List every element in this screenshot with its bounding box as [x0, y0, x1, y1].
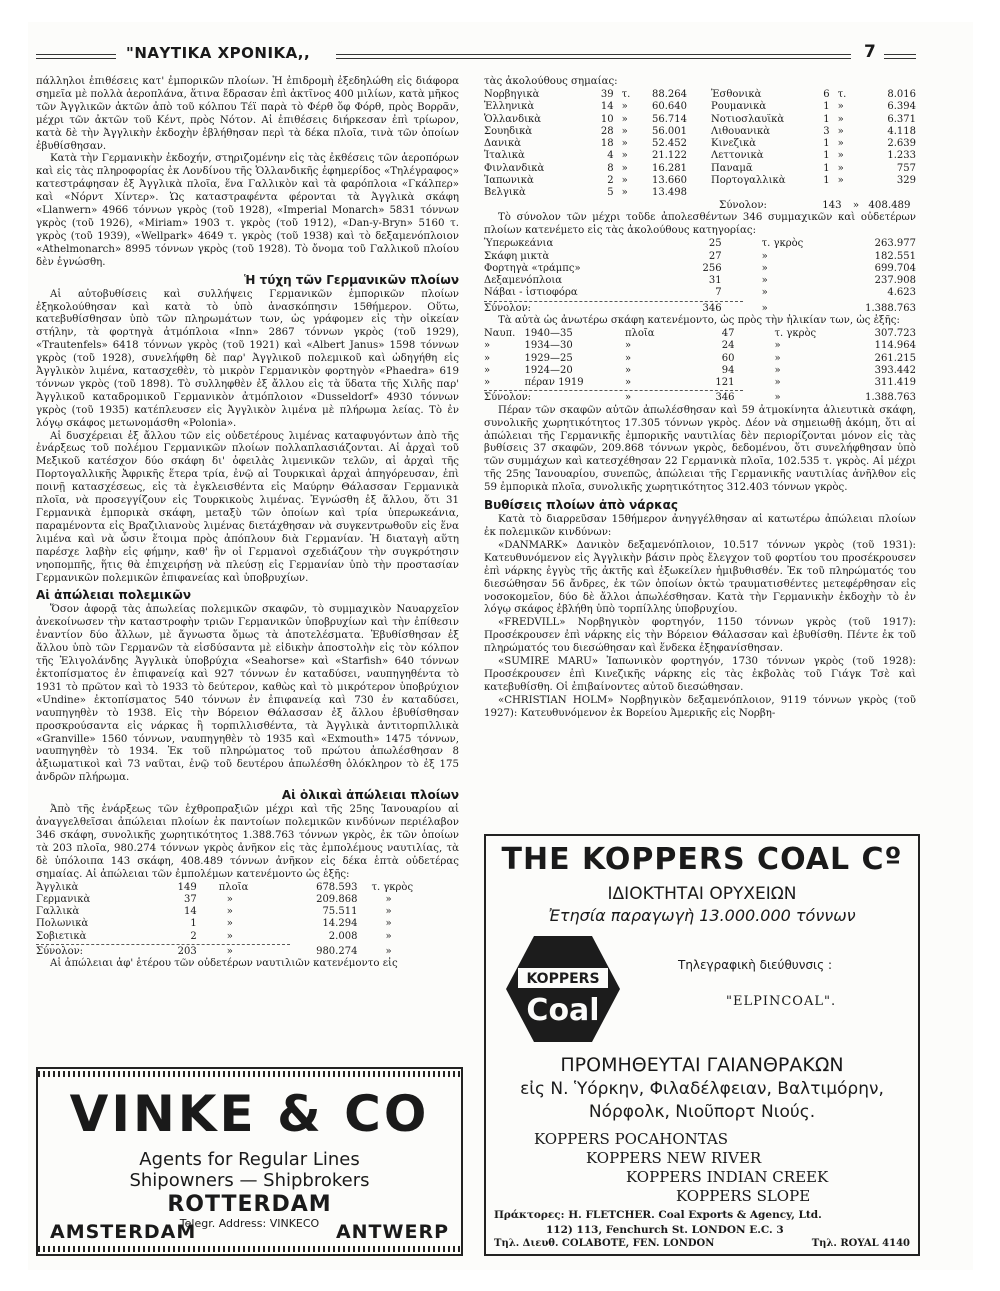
vinke-advertisement	[36, 1067, 463, 1256]
table-cell: 1934—30	[524, 340, 573, 352]
paragraph: Κατὰ τὴν Γερμανικὴν ἐκδοχήν, στηριζομένην εἰς τὰς ἐκθέσεις τῶν ἀεροπόρων καὶ εἰς τὰς πληροφορίας ἐκ Λονδίνου τῆς Ὁλλανδικῆς ἐφημερίδος «Τηλέγραφος» κατεστράφησαν ἐξ Ἀγγλικὰ πλοῖα, ἕνα Γαλλικὸν καὶ τὰ φαρόπλοια «Γκάλπερ» καὶ «Νόρντ Χίντερ». Ὡς καταστραφέντα φέρονται τὰ Ἀγγλικὰ σκάφη «Llanwern» 4966 τόννων γκρὸς (τοῦ 1928), «Imperial Monarch» 5831 τόννων γκρὸς (τοῦ 1926), «Miriam» 1903 τ. γκρὸς (τοῦ 1912), «Dan-y-Bryn» 5160 τ. γκρὸς (τοῦ 1939), «Wellpark» 4649 τ. γκρὸς (τοῦ 1938) καὶ τὸ δεξαμενόπλοιον «Athelmonarch» 8995 τόννων γκρὸς (τοῦ 1928). Τὸ ὄνομα τοῦ Γαλλικοῦ πλοίου δὲν ἐγνώσθη.	[36, 153, 459, 268]
table-cell: Νορβηγικὰ	[484, 88, 540, 100]
paragraph: πάλληλοι ἐπιθέσεις κατ' ἐμπορικῶν πλοίων. Ἡ ἐπιδρομὴ ἐξεδηλώθη εἰς διάφορα σημεῖα μὲ πολλὰ ἀεροπλάνα, ἅτινα ἔδρασαν ἐπὶ ἀκτῖνος 400 μιλίων, κατὰ μῆκος τῶν Ἀγγλικῶν ἀκτῶν ἀπὸ τοῦ κόλπου Τέϊ παρὰ τὸ Φέρθ ὅφ Φόρθ, πρὸς Βορρᾶν, μέχρι τῶν ἀκτῶν τοῦ Κέντ, πρὸς Νότον. Αἱ ἐπιθέσεις διήρκεσαν ἐπὶ τρίωρον, κατὰ δὲ τὴν Ἀγγλικὴν ἐκδοχὴν ἐβλήθησαν περὶ τὰ δέκα πλοῖα, τινὰ τῶν ὁποίων ἐβυθίσθησαν.	[36, 76, 459, 152]
vinke-city: ROTTERDAM	[167, 1192, 332, 1217]
section-heading: Αἱ ὁλικαὶ ἀπώλειαι πλοίων	[281, 788, 459, 803]
table-row	[484, 163, 916, 175]
table-cell: Σύνολον:	[484, 302, 532, 314]
table-cell: 1.388.763	[865, 392, 916, 404]
table-cell: Ἐσθονικὰ	[711, 88, 762, 100]
table-cell: 2.008	[328, 930, 358, 942]
table-cell: Φινλανδικὰ	[484, 162, 545, 174]
table-cell: 2	[190, 930, 197, 942]
table-row	[484, 187, 916, 199]
table-cell: »	[837, 162, 844, 174]
table-cell: Παναμᾶ	[711, 162, 753, 174]
table-cell: Ὁλλανδικὰ	[484, 113, 542, 125]
table-cell: Λιθουανικὰ	[711, 125, 771, 137]
table-cell: 6.394	[887, 101, 916, 113]
table-cell: 1	[823, 162, 830, 174]
table-cell: »	[226, 918, 233, 930]
table-cell: Φορτηγὰ «τράμπς»	[484, 262, 581, 274]
table-row	[36, 894, 459, 906]
table-cell: Νοτιοσλαυϊκὰ	[711, 113, 785, 125]
table-cell: 311.419	[874, 377, 916, 389]
table-cell: 114.964	[874, 340, 916, 352]
table-cell: Σύνολον:	[36, 946, 84, 958]
table-cell: 39	[600, 88, 614, 100]
table-cell: »	[621, 125, 628, 137]
table-row	[484, 238, 916, 250]
vinke-telegr: Telegr. Address: VINKECO	[179, 1217, 320, 1230]
table-cell: 4.623	[887, 287, 916, 299]
section-heading: Ἡ τύχη τῶν Γερμανικῶν πλοίων	[243, 272, 459, 287]
table-cell: 6	[823, 88, 830, 100]
koppers-production: Ἐτησία παραγωγὴ 13.000.000 τόννων	[548, 906, 856, 925]
table-cell: 94	[721, 364, 735, 376]
table-cell: 28	[600, 125, 614, 137]
neutral-losses-table	[484, 89, 916, 200]
paragraph: «CHRISTIAN HOLM» Νορβηγικὸν δεξαμενόπλοιον, 9119 τόννων γκρὸς (τοῦ 1927): Κατευθυνόμενον ἐκ Βορείου Ἀμερικῆς εἰς Νορβη-	[484, 694, 916, 719]
table-cell: 1	[823, 150, 830, 162]
table-cell: »	[624, 340, 632, 352]
vinke-agents-line: Agents for Regular Lines	[139, 1149, 360, 1170]
table-cell: Σύνολον:	[484, 392, 532, 404]
paragraph: Ἀπὸ τῆς ἐνάρξεως τῶν ἐχθροπραξιῶν μέχρι καὶ τῆς 25ης Ἰανουαρίου αἱ ἀναγγελθεῖσαι ἀπώλειαι πλοίων ἐκ παντοίων πολεμικῶν κινδύνων περιέλαβον 346 σκάφη, συνολικῆς χωρητικότητος 1.388.763 τόννων γκρὸς, ἐκ τῶν ὁποίων τὰ 203 πλοῖα, 980.274 τόννων γκρὸς ἀνῆκον εἰς τὰς ἐμπολέμους ναυτιλίας, τὰ δὲ ὑπόλοιπα 143 σκάφη, 408.489 τόννων ἀνῆκον εἰς δέκα ἑπτὰ οὐδετέρας σημαίας. Αἱ ἀπώλειαι τῶν ἐμπολέμων κατενέμοντο ὡς ἑξῆς:	[36, 804, 459, 880]
right-column	[484, 76, 916, 721]
table-cell: Σοβιετικὰ	[36, 930, 87, 942]
paragraph: Τὸ σύνολον τῶν μέχρι τοῦδε ἀπολεσθέντων 346 συμμαχικῶν καὶ οὐδετέρων πλοίων κατενέμετο εἰς τὰς ἀκολούθους κατηγορίας:	[484, 212, 916, 237]
table-cell: 307.723	[874, 327, 916, 339]
table-cell: 56.001	[652, 125, 688, 137]
table-cell: »	[621, 174, 628, 186]
table-cell: 14	[183, 906, 197, 918]
table-cell: Σουηδικὰ	[484, 125, 533, 137]
table-cell: 1940—35	[524, 327, 573, 339]
table-cell: 47	[721, 327, 735, 339]
vinke-right-city: ANTWERP	[335, 1221, 449, 1243]
table-cell: 1929—25	[524, 352, 573, 364]
table-cell: 1	[823, 101, 830, 113]
table-cell: 346	[702, 302, 722, 314]
koppers-title: THE KOPPERS COAL Cº	[501, 842, 903, 877]
koppers-address: 112) 113, Fenchurch St. LONDON E.C. 3	[546, 1224, 784, 1236]
koppers-agent: Πράκτορες: H. FLETCHER. Coal Exports & Agency, Ltd.	[494, 1209, 822, 1221]
paragraph: Τὰ αὐτὰ ὡς ἀνωτέρω σκάφη κατενέμοντο, ὡς πρὸς τὴν ἡλικίαν των, ὡς ἑξῆς:	[498, 315, 900, 327]
table-cell: 5	[607, 187, 614, 199]
ad-border-stripe	[38, 1071, 461, 1077]
table-row	[484, 365, 916, 377]
table-cell: 31	[708, 275, 722, 287]
vinke-shipowners-line: Shipowners — Shipbrokers	[129, 1170, 370, 1191]
table-row	[484, 353, 916, 365]
table-cell: »	[226, 930, 233, 942]
table-cell: 2	[607, 174, 614, 186]
table-cell: 393.442	[874, 364, 916, 376]
table-cell: »	[385, 893, 392, 905]
table-cell: 1	[190, 918, 197, 930]
table-cell: 121	[715, 377, 735, 389]
table-cell	[830, 187, 856, 199]
table-cell: 149	[177, 881, 197, 893]
koppers-brand-2: KOPPERS NEW RIVER	[586, 1149, 762, 1167]
table-row	[484, 101, 916, 113]
table-row	[484, 377, 916, 389]
table-cell: Ἀγγλικὰ	[36, 881, 79, 893]
table-cell: 346	[715, 392, 735, 404]
table-cell: Λεττονικὰ	[711, 150, 764, 162]
table-cell: Ναυπ.	[484, 327, 516, 339]
koppers-brand-1: KOPPERS POCAHONTAS	[534, 1130, 729, 1148]
table-cell: »	[837, 174, 844, 186]
paragraph: τὰς ἀκολούθους σημαίας:	[484, 76, 618, 87]
paragraph: «DANMARK» Δανικὸν δεξαμενόπλοιον, 10.517 τόννων γκρὸς (τοῦ 1931): Κατευθυνόμενον εἰς Ἀγγλικὴν βάσιν πρὸς ἔλεγχον τοῦ φορτίου του προσέκρουσεν ἐπὶ νάρκης ἐγγὺς τῆς ἀκτῆς καὶ ἐξωκείλεν ἡμιβυθισθέν. Ἐκ τοῦ πληρώματός του διεσώθησαν 56 ἄνδρες, ἐκ τῶν ὁποίων ὀκτὼ τραυματισθέντες μετεφέρθησαν εἰς νοσοκομεῖον, δύο δὲ ἄλλοι ἀπωλέσθησαν. Κατὰ τὴν Γερμανικὴν ἐκδοχὴν τὸ ἐν λόγῳ σκάφος ἐβλήθη ὑπὸ τορπίλλης ὑποβρυχίου.	[484, 539, 916, 616]
logo-koppers-text: KOPPERS	[526, 971, 600, 987]
table-cell: πέραν 1919	[524, 377, 584, 389]
table-cell: Κινεζικὰ	[711, 138, 757, 150]
header-rule-right	[336, 54, 851, 59]
table-cell: Σύνολον:	[719, 199, 767, 211]
ad-border-stripe	[38, 1246, 461, 1252]
page-header	[36, 44, 916, 66]
table-cell: »	[837, 150, 844, 162]
neutral-total-row	[484, 200, 916, 213]
table-row	[484, 150, 916, 162]
table-row	[484, 328, 916, 340]
table-row	[36, 906, 459, 918]
table-cell: 52.452	[652, 138, 688, 150]
age-table	[484, 328, 916, 389]
table-cell: 203	[177, 946, 197, 958]
table-cell: τ. γκρὸς	[371, 881, 414, 893]
table-total-row	[36, 946, 459, 958]
table-cell: 25	[708, 238, 722, 250]
table-cell: 8.016	[887, 88, 916, 100]
table-cell: Ἰαπωνικὰ	[484, 174, 534, 186]
table-cell: 37	[183, 893, 197, 905]
table-cell: 4.118	[887, 125, 916, 137]
table-cell: 261.215	[874, 352, 916, 364]
table-cell: 757	[896, 162, 916, 174]
table-cell: »	[837, 125, 844, 137]
table-cell: Ἑλληνικὰ	[484, 101, 535, 113]
table-cell: »	[774, 364, 781, 376]
table-cell: 980.274	[316, 946, 358, 958]
total-divider	[484, 301, 743, 302]
table-cell: Νάβαι - ἱστιοφόρα	[484, 287, 578, 299]
table-row	[484, 175, 916, 187]
table-cell: »	[774, 352, 781, 364]
table-cell: »	[226, 946, 233, 958]
table-cell: »	[761, 262, 768, 274]
table-cell: »	[624, 364, 632, 376]
table-cell: 4	[607, 150, 614, 162]
table-cell: »	[226, 906, 233, 918]
category-table	[484, 238, 916, 299]
table-row	[484, 340, 916, 352]
table-cell: »	[761, 275, 768, 287]
table-cell: 263.977	[874, 238, 916, 250]
table-cell: 143	[822, 199, 842, 211]
table-cell: »	[774, 377, 781, 389]
table-cell: »	[484, 340, 491, 352]
section-heading: Βυθίσεις πλοίων ἀπὸ νάρκας	[484, 498, 678, 513]
category-total	[484, 303, 916, 315]
paragraph: Κατὰ τὸ διαρρεῦσαν 15θήμερον ἀνηγγέλθησαν αἱ κατωτέρω ἀπώλειαι πλοίων ἐκ πολεμικῶν κινδύνων:	[484, 514, 916, 539]
table-cell: Σκάφη μικτὰ	[484, 250, 550, 262]
table-row	[484, 126, 916, 138]
table-cell: »	[852, 199, 860, 211]
table-cell: 27	[708, 250, 722, 262]
table-cell: 1	[823, 113, 830, 125]
table-cell: »	[226, 893, 233, 905]
koppers-brand-4: KOPPERS SLOPE	[676, 1187, 811, 1205]
table-cell: Ἰταλικὰ	[484, 150, 525, 162]
table-cell: 8	[607, 162, 614, 174]
paragraph: Αἱ ἀπώλειαι ἀφ' ἑτέρου τῶν οὐδετέρων ναυτιλιῶν κατενέμοντο εἰς	[50, 958, 398, 970]
table-cell: »	[761, 250, 768, 262]
table-row	[484, 138, 916, 150]
table-cell: 3	[823, 125, 830, 137]
table-cell: »	[837, 113, 844, 125]
table-row	[484, 114, 916, 126]
table-cell: »	[774, 340, 781, 352]
table-cell: 75.511	[322, 906, 358, 918]
table-cell: τ.	[837, 88, 847, 100]
table-cell: 24	[721, 340, 735, 352]
paragraph: «FREDVILL» Νορβηγικὸν φορτηγόν, 1150 τόννων γκρὸς (τοῦ 1917): Προσέκρουσεν ἐπὶ νάρκης εἰς τὴν Βόρειον Θάλασσαν καὶ ἐβυθίσθη. Πέντε ἐκ τοῦ πληρώματός του διεσώθησαν καὶ ἕνδεκα ἐξηφανίσθησαν.	[484, 617, 916, 655]
table-cell: 88.264	[652, 88, 688, 100]
table-cell: 13.498	[652, 187, 688, 199]
header-rule-left	[36, 54, 116, 59]
table-cell	[687, 187, 799, 199]
table-cell: »	[624, 377, 632, 389]
koppers-tel-1: Τηλ. Διευθ. COLABOTE, FEN. LONDON	[494, 1238, 715, 1249]
koppers-tel-label: Τηλεγραφικὴ διεύθυνσις :	[678, 958, 833, 972]
table-cell: »	[385, 906, 392, 918]
table-cell: πλοῖα	[218, 881, 249, 893]
table-cell: 60.640	[652, 101, 688, 113]
table-cell: 408.489	[868, 199, 911, 211]
table-cell: 1.233	[887, 150, 916, 162]
koppers-tel-value: "ELPINCOAL".	[726, 994, 837, 1009]
section-heading: Αἱ ἀπώλειαι πολεμικῶν	[36, 588, 191, 603]
table-row	[484, 251, 916, 263]
header-rule-end	[884, 54, 916, 59]
table-cell: 10	[600, 113, 614, 125]
table-cell: Πορτογαλλικὰ	[711, 174, 786, 186]
table-row	[484, 89, 916, 101]
table-cell: 2.639	[887, 138, 916, 150]
koppers-supply: ΠΡΟΜΗΘΕΥΤΑΙ ΓΑΙΑΝΘΡΑΚΩΝ	[560, 1054, 844, 1076]
table-cell: Ὑπερωκεάνια	[484, 238, 554, 250]
table-cell: »	[837, 138, 844, 150]
paragraph: «SUMIRE MARU» Ἰαπωνικὸν φορτηγόν, 1730 τόννων γκρὸς (τοῦ 1928): Προσέκρουσεν ἐπὶ Κινεζικῆς νάρκης εἰς τὰς ἐκβολὰς τοῦ Γιάγκ Τσὲ καὶ κατεβυθίσθη. Οἱ ἐπιβαίνοντες αὐτοῦ διεσώθησαν.	[484, 656, 916, 693]
table-cell: 1	[823, 138, 830, 150]
table-cell: τ.	[621, 88, 631, 100]
koppers-tel-2: Τηλ. ROYAL 4140	[811, 1238, 910, 1249]
table-cell: Ρουμανικὰ	[711, 101, 767, 113]
table-cell: 699.704	[874, 262, 916, 274]
paragraph: Ὅσον ἀφορᾷ τὰς ἀπωλείας πολεμικῶν σκαφῶν, τὸ συμμαχικὸν Ναυαρχεῖον ἀνεκοίνωσεν τὴν καταστροφὴν τριῶν Γερμανικῶν ὑποβρυχίων καὶ τὴν ἐπίθεσιν ἐναντίον δύο ἄλλων, μὲ ἄγνωστα ὅμως τὰ ἀποτελέσματα. Ἐβυθίσθησαν ἐξ ἄλλου ὑπὸ τῶν Γερμανῶν τὰ εἰσδύσαντα μὲ εἰδικὴν ἀποστολὴν εἰς τὸν κόλπον τῆς Ἑλιγολάνδης Ἀγγλικὰ ὑποβρύχια «Seahorse» καὶ «Starfish» 640 τόννων ἐκτοπίσματος ἐν ἐπιφανείᾳ καὶ 927 τόννων ἐν καταδύσει, ναυπηγηθέντα τὸ 1931 τὸ πρῶτον καὶ τὸ 1933 τὸ δεύτερον, καθὼς καὶ τὸ μικρότερον ὑποβρύχιον «Undine» ἐκτοπίσματος 540 τόννων ἐν ἐπιφανείᾳ καὶ 730 ἐν καταδύσει, ναυπηγηθὲν τὸ 1938. Εἰς τὴν Βόρειον Θάλασσαν ἐξ ἄλλου ἐβυθίσθησαν προσκρούσαντα εἰς νάρκας ἢ τορπιλλισθέντα, τὰ Ἀγγλικὰ ἀντιτορπιλλικὰ «Granville» 1560 τόννων, ναυπηγηθὲν τὸ 1935 καὶ «Exmouth» 1475 τόννων, ναυπηγηθὲν τὸ 1934. Ἐκ τοῦ πληρώματος τοῦ πρώτου ἀπωλέσθησαν 8 ἀξιωματικοὶ καὶ 73 ναῦται, ἐνῷ τοῦ δευτέρου ἀπωλέσθη ὁλόκληρον τὸ ἐξ 175 ἀνδρῶν πλήρωμα.	[36, 604, 459, 784]
table-cell: 678.593	[316, 881, 358, 893]
table-cell: πλοῖα	[624, 327, 655, 339]
table-cell: »	[761, 287, 768, 299]
table-cell: 21.122	[652, 150, 688, 162]
table-row	[36, 918, 459, 930]
table-cell: 14.294	[322, 918, 358, 930]
belligerent-losses-table	[36, 882, 459, 959]
table-cell: »	[484, 352, 491, 364]
table-cell: Πολωνικὰ	[36, 918, 89, 930]
table-cell: 56.714	[652, 113, 688, 125]
table-cell: »	[621, 150, 628, 162]
table-cell: 329	[896, 174, 916, 186]
table-row	[484, 263, 916, 275]
table-cell	[799, 187, 829, 199]
age-total	[484, 392, 916, 404]
koppers-brand-3: KOPPERS INDIAN CREEK	[626, 1168, 829, 1186]
logo-coal-text: Coal	[526, 993, 600, 1028]
table-cell: »	[484, 364, 491, 376]
koppers-cities-1: εἰς Ν. Ὑόρκην, Φιλαδέλφειαν, Βαλτιμόρην,	[520, 1079, 884, 1099]
table-cell: τ. γκρὸς	[761, 238, 804, 250]
table-cell: 18	[600, 138, 614, 150]
table-row	[36, 931, 459, 943]
koppers-advertisement	[484, 834, 920, 1256]
table-row	[484, 275, 916, 287]
page-number: 7	[864, 42, 876, 62]
table-cell: 182.551	[874, 250, 916, 262]
table-cell: 16.281	[652, 162, 688, 174]
table-row	[484, 287, 916, 299]
table-cell: Γερμανικὰ	[36, 893, 91, 905]
table-cell: Δεξαμενόπλοια	[484, 275, 563, 287]
table-cell: 256	[702, 262, 722, 274]
table-cell: »	[621, 187, 628, 199]
vinke-name: VINKE & CO	[69, 1085, 430, 1143]
table-cell: »	[837, 101, 844, 113]
table-cell: »	[621, 101, 628, 113]
table-cell: Βελγικὰ	[484, 187, 526, 199]
table-row	[36, 882, 459, 894]
table-cell: 209.868	[316, 893, 358, 905]
magazine-title: "ΝΑΥΤΙΚΑ ΧΡΟΝΙΚΑ,,	[126, 44, 311, 62]
table-cell: »	[774, 392, 781, 404]
table-cell: 1924—20	[524, 364, 573, 376]
paragraph: Πέραν τῶν σκαφῶν αὐτῶν ἀπωλέσθησαν καὶ 59 ἀτμοκίνητα ἁλιευτικὰ σκάφη, συνολικῆς χωρητικότητος 17.305 τόννων γκρὸς. Δέον νὰ σημειωθῇ ἀκόμη, ὅτι αἱ ἀπώλειαι τῆς Γερμανικῆς ἐμπορικῆς ναυτιλίας δὲν περιορίζονται μόνον εἰς τὰς βυθίσεις 37 σκαφῶν, 209.868 τόννων γκρὸς, δεδομένου, ὅτι συνελήφθησαν ὑπὸ τῶν συμμάχων καὶ κατεσχέθησαν 22 Γερμανικὰ πλοῖα, 102.535 τ. γκρὸς. Αἱ μέχρι τῆς 25ης Ἰανουαρίου, συνεπῶς, ἀπώλειαι τῆς Γερμανικῆς ναυτιλίας ἀνῆλθον εἰς 59 ἐμπορικὰ πλοῖα, συνολικῆς χωρητικότητος 312.403 τόννων γκρὸς.	[484, 404, 916, 494]
koppers-cities-2: Νόρφολκ, Νιοῦπορτ Νιούς.	[588, 1102, 816, 1122]
table-cell: 13.660	[652, 174, 688, 186]
total-divider	[36, 944, 290, 945]
table-cell: 1.388.763	[865, 302, 916, 314]
table-cell: »	[621, 138, 628, 150]
table-cell: 1	[823, 174, 830, 186]
table-cell: »	[385, 946, 392, 958]
table-cell	[855, 187, 916, 199]
vinke-left-city: AMSTERDAM	[50, 1221, 197, 1243]
table-cell: τ. γκρὸς	[774, 327, 817, 339]
paragraph: Αἱ αὐτοβυθίσεις καὶ συλλήψεις Γερμανικῶν ἐμπορικῶν πλοίων ἐξηκολούθησαν καὶ κατὰ τὸ ὑπὸ ἀνασκόπησιν 15θήμερον. Οὕτω, κατεβυθίσθησαν ὑπὸ τῶν πληρωμάτων των, ὡς γράφομεν εἰς τὴν οἰκείαν στήλην, τὰ φορτηγὰ ἀτμόπλοια «Inn» 2867 τόννων γκρὸς (τοῦ 1929), «Trautenfels» 6418 τόννων γκρὸς (τοῦ 1921) καὶ «Albert Janus» 1598 τόννων γκρὸς (τοῦ 1928), συνελήφθη δὲ παρ' Ἀγγλικοῦ πολεμικοῦ καὶ ὡδηγήθη εἰς Ἀγγλικὸν λιμένα, κατασχεθὲν, τὸ μικρὸν Γερμανικὸν φορτηγὸν «Phaedra» 619 τόννων γκρὸς (τοῦ 1898). Τὸ συλληφθὲν ἐξ ἄλλου εἰς τὰ ὕδατα τῆς Χιλῆς παρ' Ἀγγλικοῦ καταδρομικοῦ Γερμανικὸν ἀτμόπλοιον «Dusseldorf» 4930 τόννων γκρὸς (τοῦ 1935) κατέπλευσεν εἰς Ἀγγλικὸν λιμένα μὲ πλήρωμα λείας. Τὸ ἐν λόγῳ σκάφος μετωνομάσθη «Polonia».	[36, 288, 459, 429]
table-cell: »	[624, 392, 632, 404]
table-cell: »	[624, 352, 632, 364]
table-cell: 6.371	[887, 113, 916, 125]
table-cell: 60	[721, 352, 735, 364]
table-cell: 14	[600, 101, 614, 113]
table-cell: »	[484, 377, 491, 389]
total-divider	[484, 390, 743, 391]
table-cell: 7	[715, 287, 722, 299]
table-cell: »	[761, 302, 768, 314]
table-cell: »	[621, 113, 628, 125]
table-cell: Γαλλικὰ	[36, 906, 80, 918]
left-column	[36, 76, 459, 971]
table-cell: »	[621, 162, 628, 174]
table-cell: »	[385, 918, 392, 930]
table-cell: Δανικὰ	[484, 138, 521, 150]
koppers-owners: ΙΔΙΟΚΤΗΤΑΙ ΟΡΥΧΕΙΩΝ	[607, 884, 797, 904]
koppers-logo	[504, 934, 622, 1044]
paragraph: Αἱ δυσχέρειαι ἐξ ἄλλου τῶν εἰς οὐδετέρους λιμένας καταφυγόντων ἀπὸ τῆς ἐνάρξεως τοῦ πολέμου Γερμανικῶν πλοίων πολλαπλασιάζονται. Αἱ ἀρχαὶ τοῦ Μεξικοῦ κατέσχον δύο σκάφη δι' ὀφειλὰς λιμενικῶν τελῶν, αἱ ἀρχαὶ τῆς Πορτογαλλικῆς Ἀφρικῆς ἕτερα τρία, ἐνῷ αἱ Τουρκικαὶ ἀρχαὶ ἀπηγόρευσαν, ἐπὶ ποινῇ κατασχέσεως, εἰς τὰ ἐγκλεισθέντα εἰς Μαύρην Θάλασσαν Γερμανικὰ πλοῖα, νὰ προσεγγίζουν εἰς Τουρκικοὺς λιμένας. Ἐγνώσθη ἐξ ἄλλου, ὅτι 31 Γερμανικὰ ἐμπορικὰ σκάφη, μεταξὺ τῶν ὁποίων καὶ τρία ὑπερωκεάνια, παραμένοντα εἰς Βραζιλιανοὺς λιμένας διετάχθησαν νὰ συγκεντρωθοῦν εἰς ἕνα λιμένα καὶ νὰ ὦσιν ἕτοιμα πρὸς ἀπόπλουν διὰ Γερμανίαν. Ἡ διαταγὴ αὕτη παρέσχε λαβὴν εἰς φήμην, καθ' ἣν οἱ Γερμανοὶ σχεδιάζουν τὴν συγκρότησιν νηοπομπῆς, ἥτις θὰ ἐπιχειρήσῃ νὰ πλεύσῃ εἰς Γερμανίαν ὑπὸ τὴν προστασίαν Γερμανικῶν πολεμικῶν ἐπιφανείας καὶ ὑποβρυχίων.	[36, 430, 459, 584]
table-cell: 237.908	[874, 275, 916, 287]
table-cell: »	[385, 930, 392, 942]
